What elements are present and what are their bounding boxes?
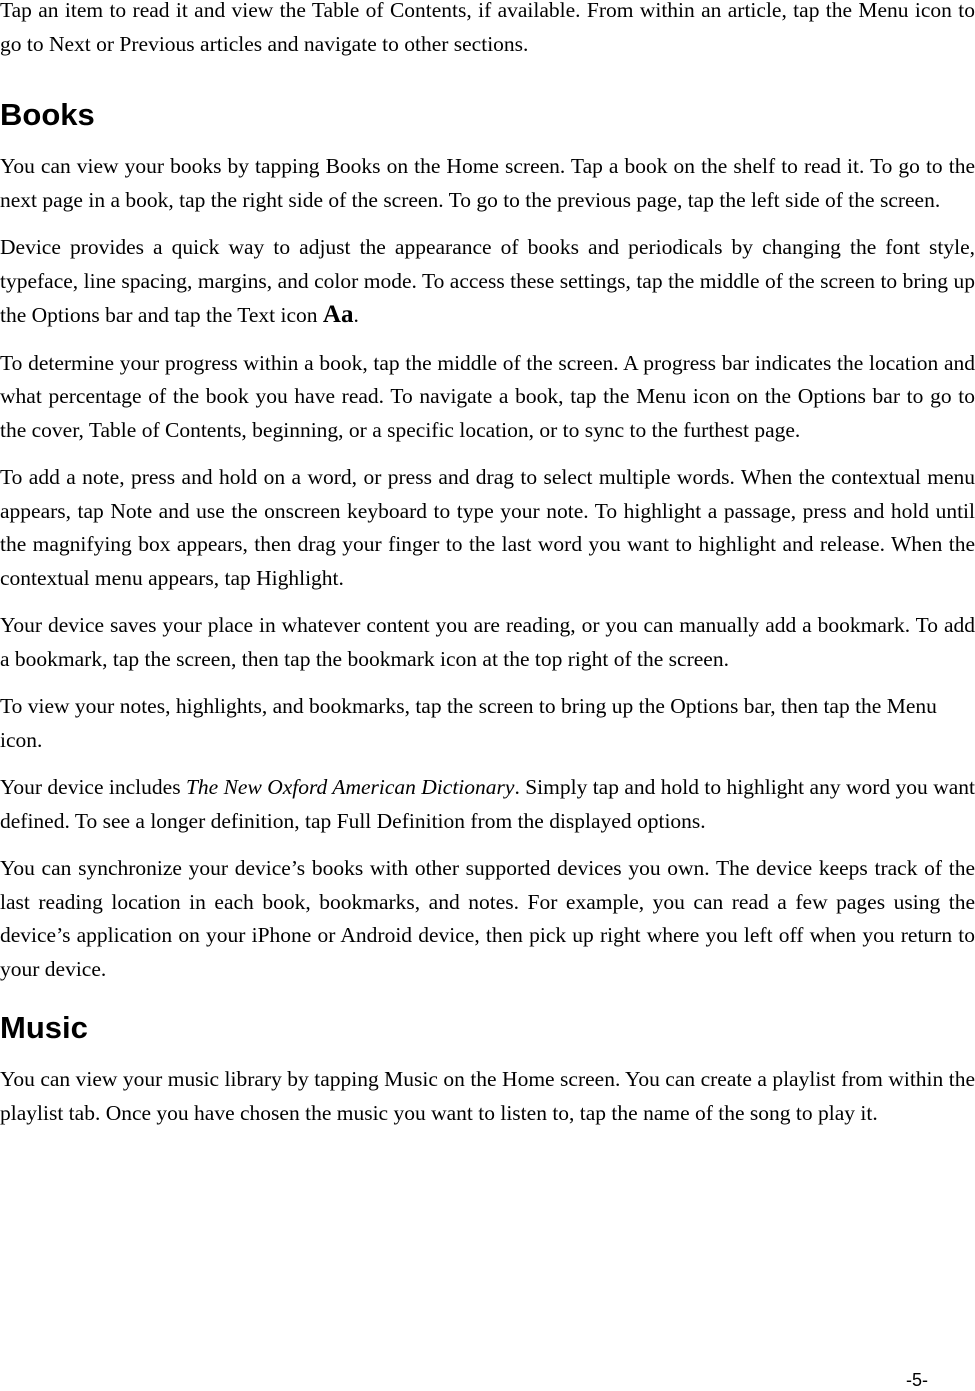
books-paragraph-5: Your device saves your place in whatever content you are reading, or you can manually add a bookmark. To add a bookmark, tap the screen, then tap the bookmark icon at the top right of the screen. <box>0 613 975 671</box>
page-number: -5- <box>906 1370 928 1390</box>
books-paragraph-1: You can view your books by tapping Books on the Home screen. Tap a book on the shelf to read it. To go to the next page in a book, tap the right side of the screen. To go to the previous page, tap the left side of the screen. <box>0 154 975 212</box>
books-paragraph-7-text: Your device includes <box>0 775 186 799</box>
books-paragraph-8: You can synchronize your device’s books with other supported devices you own. The device keeps track of the last reading location in each book, bookmarks, and notes. For example, you can read a few pages using the device’s application on your iPhone or Android device, then pick up right where you left off when you return to your device. <box>0 856 975 981</box>
dictionary-title: The New Oxford American Dictionary <box>185 775 515 799</box>
music-paragraph-1: You can view your music library by tapping Music on the Home screen. You can create a playlist from within the playlist tab. Once you have chosen the music you want to listen to, tap the name of the song to play it. <box>0 1067 975 1125</box>
intro-paragraph: Tap an item to read it and view the Table of Contents, if available. From within an article, tap the Menu icon to go to Next or Previous articles and navigate to other sections. <box>0 0 975 56</box>
books-heading: Books <box>0 97 95 132</box>
books-paragraph-7-end: . Simply tap and hold to highlight any word you want defined. To see a longer definition, tap Full Definition from the displayed options. <box>0 775 975 833</box>
books-paragraph-4: To add a note, press and hold on a word, or press and drag to select multiple words. When the contextual menu appears, tap Note and use the onscreen keyboard to type your note. To highlight a passage, press and hold until the magnifying box appears, then drag your finger to the last word you want to highlight and release. When the contextual menu appears, tap Highlight. <box>0 465 975 590</box>
books-paragraph-2-text: Device provides a quick way to adjust the appearance of books and periodicals by changing the font style, typeface, line spacing, margins, and color mode. To access these settings, tap the middle of the screen to bring up the Options bar and tap the Text icon <box>0 235 975 327</box>
text-icon-aa: Aa <box>322 301 354 328</box>
books-paragraph-2-end: . <box>353 303 359 327</box>
books-paragraph-2 <box>0 231 975 333</box>
music-heading: Music <box>0 1010 88 1045</box>
books-paragraph-3: To determine your progress within a book, tap the middle of the screen. A progress bar indicates the location and what percentage of the book you have read. To navigate a book, tap the Menu icon on the Options bar to go to the cover, Table of Contents, beginning, or a specific location, or to sync to the furthest page. <box>0 350 975 442</box>
books-paragraph-6: To view your notes, highlights, and bookmarks, tap the screen to bring up the Options bar, then tap the Menu icon. <box>0 694 937 752</box>
books-paragraph-7 <box>0 771 975 838</box>
